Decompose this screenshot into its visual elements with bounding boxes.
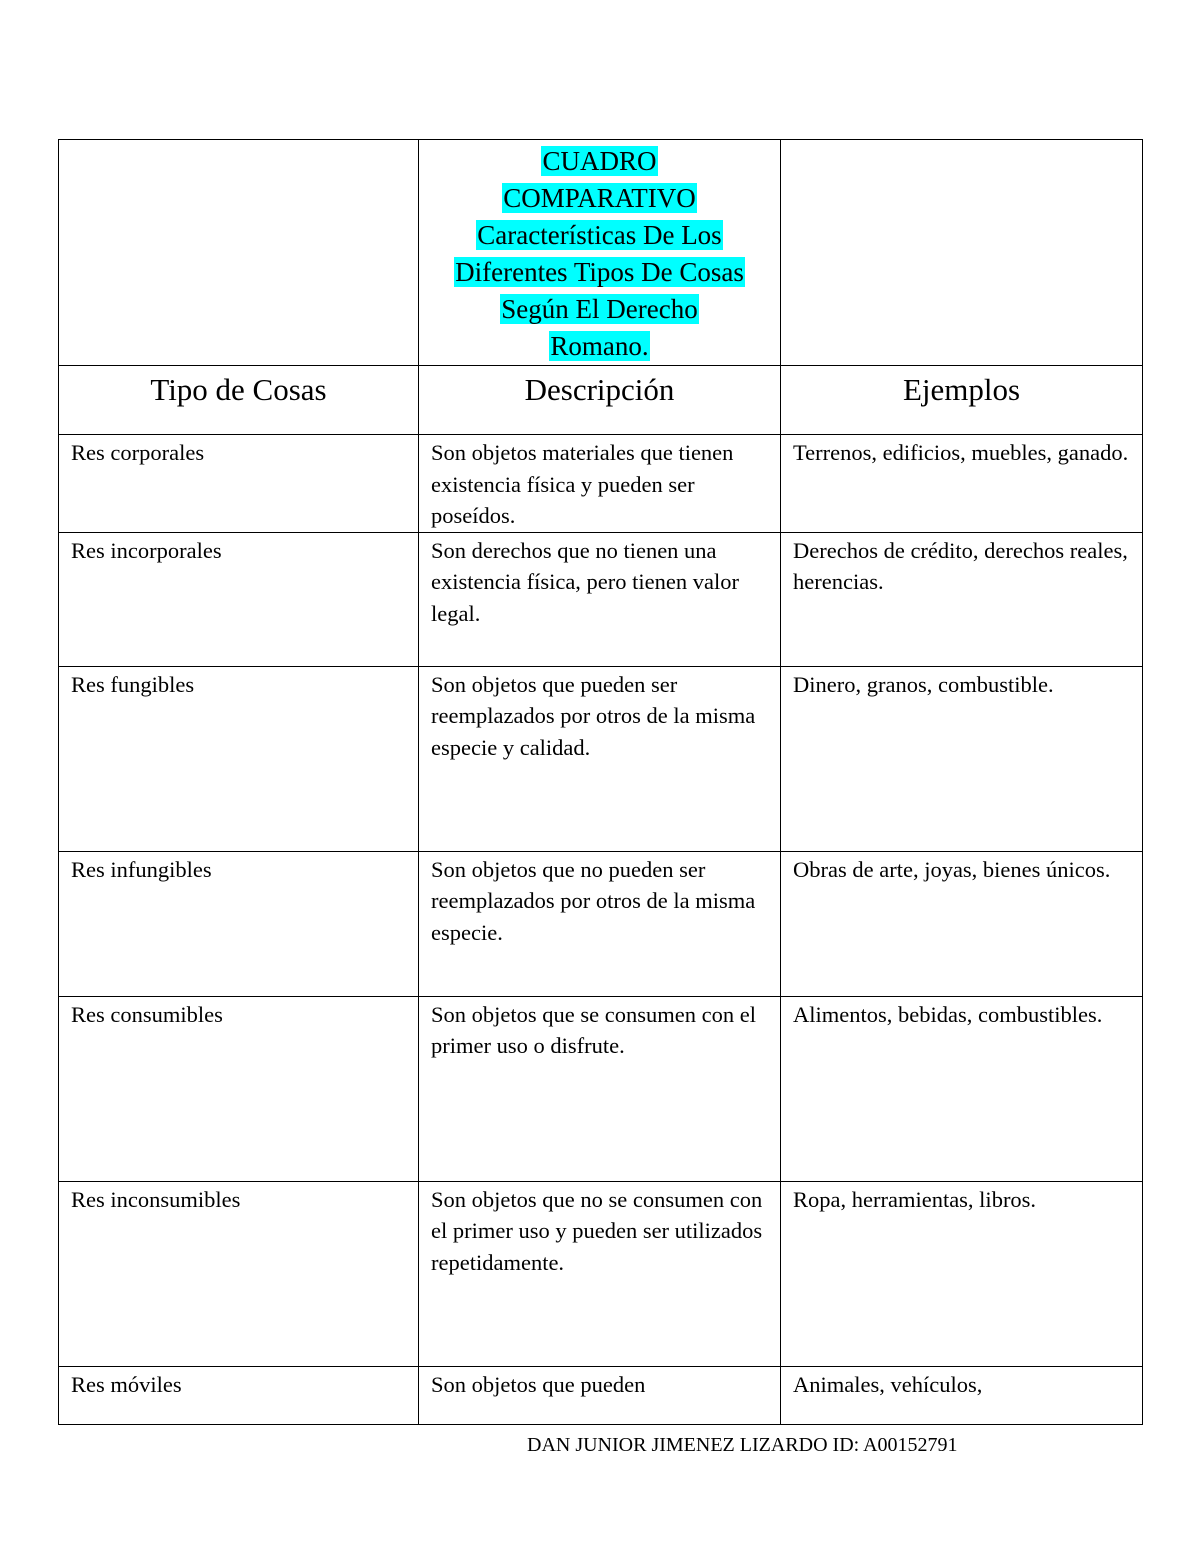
cell-ejemplos: Animales, vehículos,	[781, 1366, 1143, 1424]
title-line-5: Según El Derecho	[501, 294, 698, 324]
comparison-table	[58, 139, 1143, 1425]
title-line-4: Diferentes Tipos De Cosas	[455, 257, 744, 287]
cell-tipo: Res incorporales	[59, 532, 419, 666]
cell-ejemplos: Terrenos, edificios, muebles, ganado.	[781, 435, 1143, 533]
document-title	[425, 143, 775, 365]
table-row	[59, 1366, 1143, 1424]
cell-tipo: Res consumibles	[59, 996, 419, 1181]
cell-tipo: Res infungibles	[59, 851, 419, 996]
title-line-6: Romano.	[550, 331, 649, 361]
table-row	[59, 1181, 1143, 1366]
header-tipo: Tipo de Cosas	[59, 366, 419, 435]
cell-tipo: Res fungibles	[59, 666, 419, 851]
cell-descripcion: Son objetos que no pueden ser reemplazados por otros de la misma especie.	[419, 851, 781, 996]
cell-ejemplos: Obras de arte, joyas, bienes únicos.	[781, 851, 1143, 996]
cell-tipo: Res corporales	[59, 435, 419, 533]
title-line-1: CUADRO	[542, 146, 657, 176]
title-empty-cell-right	[781, 140, 1143, 366]
header-row	[59, 366, 1143, 435]
header-ejemplos: Ejemplos	[781, 366, 1143, 435]
cell-ejemplos: Dinero, granos, combustible.	[781, 666, 1143, 851]
table-row	[59, 996, 1143, 1181]
table-row	[59, 666, 1143, 851]
title-cell	[419, 140, 781, 366]
cell-descripcion: Son objetos que se consumen con el primer uso o disfrute.	[419, 996, 781, 1181]
cell-descripcion: Son objetos que pueden	[419, 1366, 781, 1424]
cell-descripcion: Son objetos que pueden ser reemplazados por otros de la misma especie y calidad.	[419, 666, 781, 851]
author-footer: DAN JUNIOR JIMENEZ LIZARDO ID: A00152791	[527, 1434, 958, 1456]
title-empty-cell-left	[59, 140, 419, 366]
table-row	[59, 435, 1143, 533]
cell-descripcion: Son objetos materiales que tienen existencia física y pueden ser poseídos.	[419, 435, 781, 533]
cell-tipo: Res inconsumibles	[59, 1181, 419, 1366]
cell-ejemplos: Derechos de crédito, derechos reales, herencias.	[781, 532, 1143, 666]
cell-descripcion: Son objetos que no se consumen con el primer uso y pueden ser utilizados repetidamente.	[419, 1181, 781, 1366]
cell-descripcion: Son derechos que no tienen una existencia física, pero tienen valor legal.	[419, 532, 781, 666]
header-descripcion: Descripción	[419, 366, 781, 435]
cell-tipo: Res móviles	[59, 1366, 419, 1424]
title-line-3: Características De Los	[477, 220, 722, 250]
title-line-2: COMPARATIVO	[503, 183, 696, 213]
table-row	[59, 851, 1143, 996]
title-row	[59, 140, 1143, 366]
table-row	[59, 532, 1143, 666]
cell-ejemplos: Alimentos, bebidas, combustibles.	[781, 996, 1143, 1181]
cell-ejemplos: Ropa, herramientas, libros.	[781, 1181, 1143, 1366]
